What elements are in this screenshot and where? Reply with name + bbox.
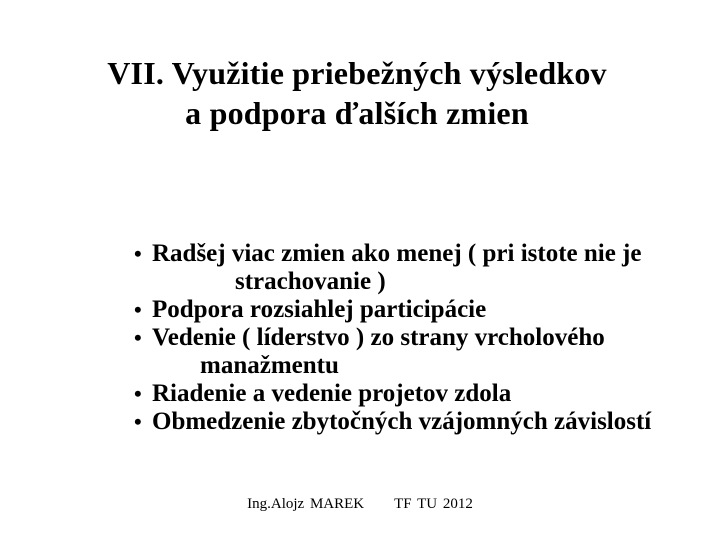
slide-title-line-2: a podpora ďalších zmien [185,95,529,131]
bullet-item-text: Riadenie a vedenie projetov zdola [152,380,512,407]
bullet-item-text: manažmentu [200,352,339,379]
bullet-icon: • [134,409,142,434]
bullet-item [134,240,674,268]
footer-author: Ing.Alojz MAREK [247,496,365,512]
bullet-icon: • [134,297,142,322]
slide-title-line-1: VII. Využitie priebežných výsledkov [107,55,607,91]
bullet-item [134,296,674,324]
bullet-icon: • [134,325,142,350]
bullet-item-continuation [134,268,674,296]
bullet-item-text: Podpora rozsiahlej participácie [152,296,487,323]
bullet-item-text: Radšej viac zmien ako menej ( pri istote nie je [152,240,642,267]
slide-title [0,53,714,133]
bullet-item-text: Obmedzenie zbytočných vzájomných závislostí [152,408,652,435]
bullet-list [134,240,674,436]
bullet-item-continuation [134,352,674,380]
bullet-icon: • [134,381,142,406]
bullet-icon: • [134,241,142,266]
slide-footer [0,495,720,513]
bullet-item [134,380,674,408]
bullet-item-text: Vedenie ( líderstvo ) zo strany vrcholového [152,324,605,351]
bullet-item-text: strachovanie ) [235,268,386,295]
bullet-item [134,408,674,436]
bullet-item [134,324,674,352]
footer-credit: TF TU 2012 [394,496,473,512]
